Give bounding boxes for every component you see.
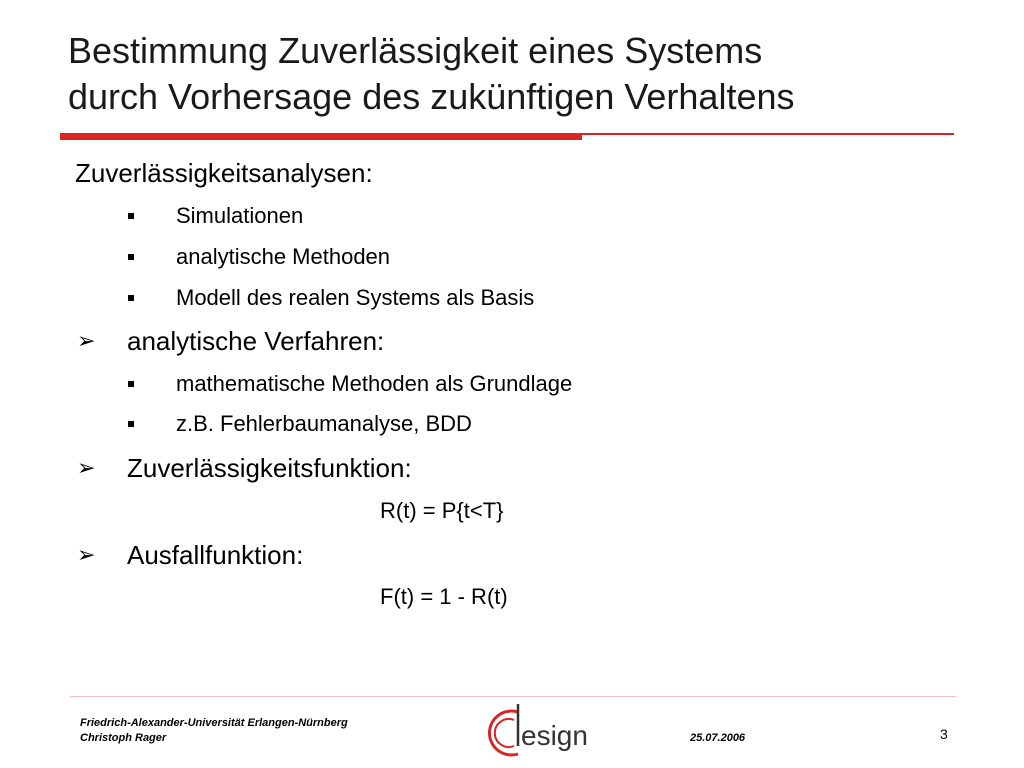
square-bullet-icon — [128, 254, 134, 260]
formula-reliability: R(t) = P{t<T} — [380, 498, 504, 523]
footer-author: Christoph Rager — [80, 732, 167, 744]
arrow-bullet-icon: ➢ — [77, 542, 96, 567]
arrow-bullet-icon: ➢ — [77, 328, 96, 353]
bullet-text: z.B. Fehlerbaumanalyse, BDD — [176, 411, 472, 436]
footer-date: 25.07.2006 — [690, 732, 746, 744]
logo-text: esign — [521, 720, 588, 751]
bullet-text: Modell des realen Systems als Basis — [176, 285, 535, 310]
bullet-text: mathematische Methoden als Grundlage — [176, 371, 573, 396]
section-label: Ausfallfunktion: — [127, 540, 304, 570]
arrow-bullet-icon: ➢ — [77, 455, 96, 480]
square-bullet-icon — [128, 421, 134, 427]
logo-inner-arc — [495, 719, 514, 747]
square-bullet-icon — [128, 381, 134, 387]
body-heading: Zuverlässigkeitsanalysen: — [75, 158, 373, 188]
title-line-1: Bestimmung Zuverlässigkeit eines Systems — [68, 30, 763, 71]
square-bullet-icon — [128, 295, 134, 301]
page-number: 3 — [940, 726, 948, 742]
square-bullet-icon — [128, 213, 134, 219]
section-label: Zuverlässigkeitsfunktion: — [127, 453, 412, 483]
logo-red-arc — [489, 711, 518, 755]
footer-rule — [70, 696, 956, 697]
bullet-text: analytische Methoden — [176, 244, 391, 269]
footer-university: Friedrich-Alexander-Universität Erlangen-Nürnberg — [80, 717, 348, 729]
section-label: analytische Verfahren: — [127, 326, 385, 356]
title-line-2: durch Vorhersage des zukünftigen Verhaltens — [68, 76, 795, 117]
formula-failure: F(t) = 1 - R(t) — [380, 584, 508, 609]
bullet-text: Simulationen — [176, 203, 304, 228]
design-logo — [488, 700, 612, 762]
